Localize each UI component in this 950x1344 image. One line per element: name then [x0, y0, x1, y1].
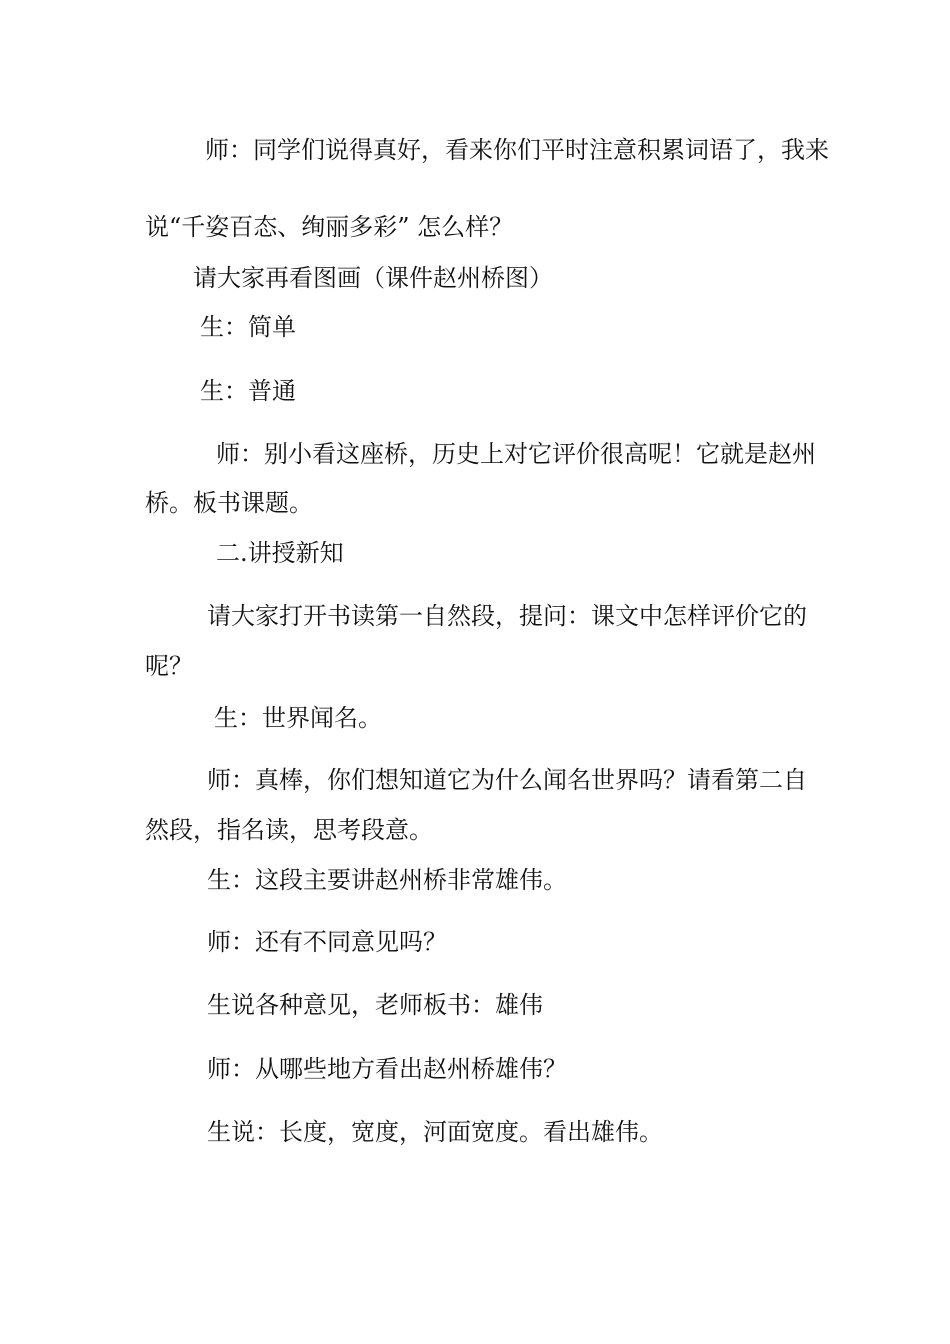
paragraph-line: 师：同学们说得真好，看来你们平时注意积累词语了，我来: [205, 136, 829, 164]
paragraph-line: 生：世界闻名。: [214, 704, 382, 732]
paragraph-line: 生：普通: [200, 377, 296, 405]
paragraph-line: 生说：长度，宽度，河面宽度。看出雄伟。: [207, 1118, 663, 1146]
section-heading: 二.讲授新知: [216, 539, 344, 567]
paragraph-line: 桥。板书课题。: [145, 489, 313, 517]
paragraph-line: 生：这段主要讲赵州桥非常雄伟。: [207, 866, 567, 894]
paragraph-line: 呢？: [145, 652, 193, 680]
paragraph-line: 请大家打开书读第一自然段，提问：课文中怎样评价它的: [207, 602, 807, 630]
paragraph-line: 师：还有不同意见吗？: [207, 928, 447, 956]
paragraph-line: 师：别小看这座桥，历史上对它评价很高呢！它就是赵州: [216, 440, 816, 468]
paragraph-line: 师：从哪些地方看出赵州桥雄伟？: [207, 1055, 567, 1083]
paragraph-line: 生：简单: [200, 313, 296, 341]
paragraph-line: 说“千姿百态、绚丽多彩” 怎么样？: [145, 213, 514, 241]
paragraph-line: 然段，指名读，思考段意。: [145, 816, 433, 844]
paragraph-line: 师：真棒，你们想知道它为什么闻名世界吗？请看第二自: [207, 766, 807, 794]
paragraph-line: 请大家再看图画（课件赵州桥图）: [193, 264, 553, 292]
paragraph-line: 生说各种意见，老师板书：雄伟: [207, 991, 543, 1019]
